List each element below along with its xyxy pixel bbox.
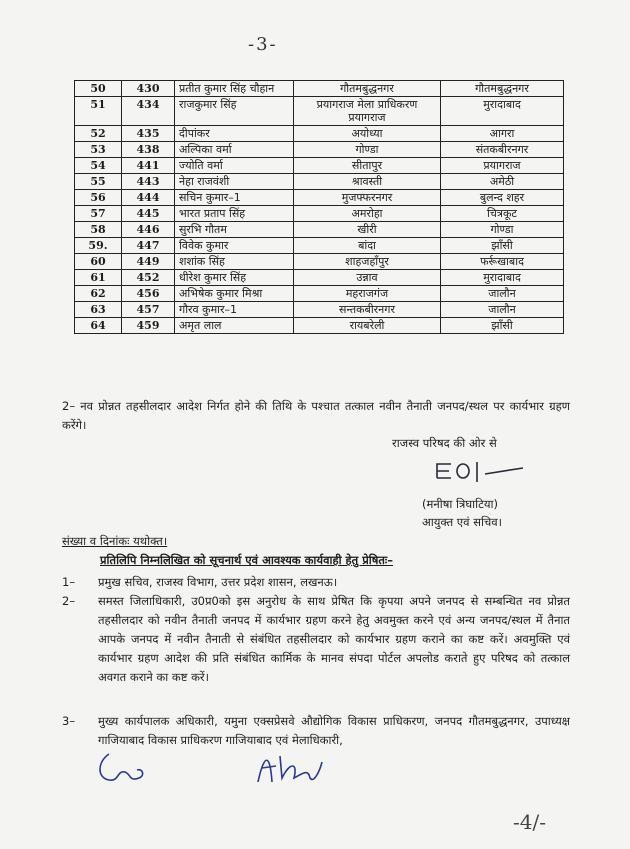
cell-name: अभिषेक कुमार मिश्रा bbox=[175, 286, 294, 302]
cell-from: उन्नाव bbox=[294, 270, 441, 286]
cell-from: श्रावस्ती bbox=[294, 174, 441, 190]
cell-to: प्रयागराज bbox=[441, 158, 564, 174]
cell-code: 456 bbox=[122, 286, 175, 302]
table-row bbox=[75, 81, 564, 97]
page-number: -3- bbox=[248, 34, 278, 55]
cell-from: बांदा bbox=[294, 238, 441, 254]
sender-line: राजस्व परिषद की ओर से bbox=[392, 436, 497, 450]
cell-sn: 51 bbox=[75, 97, 122, 126]
cell-to: संतकबीरनगर bbox=[441, 142, 564, 158]
cell-to: मुरादाबाद bbox=[441, 97, 564, 126]
table-row bbox=[75, 318, 564, 334]
copy-item-1 bbox=[62, 573, 570, 592]
cell-name: दीपांकर bbox=[175, 126, 294, 142]
table-row bbox=[75, 270, 564, 286]
cell-code: 449 bbox=[122, 254, 175, 270]
cell-to: गौतमबुद्धनगर bbox=[441, 81, 564, 97]
cell-to: झाँसी bbox=[441, 238, 564, 254]
cell-name: विवेक कुमार bbox=[175, 238, 294, 254]
cell-from: मुजफ्फरनगर bbox=[294, 190, 441, 206]
cell-sn: 56 bbox=[75, 190, 122, 206]
cell-sn: 53 bbox=[75, 142, 122, 158]
cell-code: 459 bbox=[122, 318, 175, 334]
copy-item-3 bbox=[62, 712, 570, 750]
cell-code: 445 bbox=[122, 206, 175, 222]
posting-table bbox=[74, 80, 564, 334]
cell-name: अल्पिका वर्मा bbox=[175, 142, 294, 158]
cell-sn: 61 bbox=[75, 270, 122, 286]
cell-name: शशांक सिंह bbox=[175, 254, 294, 270]
cell-code: 434 bbox=[122, 97, 175, 126]
cell-to: बुलन्द शहर bbox=[441, 190, 564, 206]
cell-from: खीरी bbox=[294, 222, 441, 238]
table-row bbox=[75, 142, 564, 158]
cell-code: 444 bbox=[122, 190, 175, 206]
table-row bbox=[75, 158, 564, 174]
copy-item-2 bbox=[62, 592, 570, 687]
table-row bbox=[75, 222, 564, 238]
cell-code: 443 bbox=[122, 174, 175, 190]
cell-name: राजकुमार सिंह bbox=[175, 97, 294, 126]
reference-number: संख्या व दिनांकः यथोक्त। bbox=[62, 534, 168, 548]
cell-from: अमरोहा bbox=[294, 206, 441, 222]
cell-name: ज्योति वर्मा bbox=[175, 158, 294, 174]
item-text: मुख्य कार्यपालक अधिकारी, यमुना एक्सप्रेसवे औद्योगिक विकास प्राधिकरण, जनपद गौतमबुद्धनगर, उपाध्यक्ष गाजियाबाद विकास प्राधिकरण गाजियाबाद एवं मेलाधिकारी, bbox=[98, 714, 570, 747]
cell-sn: 63 bbox=[75, 302, 122, 318]
cell-name: सचिन कुमार–1 bbox=[175, 190, 294, 206]
table-row bbox=[75, 302, 564, 318]
initials-signature-2 bbox=[250, 748, 325, 793]
initials-signature-1 bbox=[95, 748, 150, 788]
table-row bbox=[75, 190, 564, 206]
cell-to: चित्रकूट bbox=[441, 206, 564, 222]
cell-from: अयोध्या bbox=[294, 126, 441, 142]
cell-sn: 59. bbox=[75, 238, 122, 254]
cell-name: अमृत लाल bbox=[175, 318, 294, 334]
cell-from: प्रयागराज मेला प्राधिकरण प्रयागराज bbox=[294, 97, 441, 126]
cell-sn: 62 bbox=[75, 286, 122, 302]
cell-to: मुरादाबाद bbox=[441, 270, 564, 286]
table-row bbox=[75, 126, 564, 142]
cell-code: 435 bbox=[122, 126, 175, 142]
item-number: 1– bbox=[62, 575, 76, 589]
cell-sn: 54 bbox=[75, 158, 122, 174]
cell-code: 452 bbox=[122, 270, 175, 286]
officer-title: आयुक्त एवं सचिव। bbox=[422, 515, 503, 529]
table-row bbox=[75, 206, 564, 222]
cell-sn: 50 bbox=[75, 81, 122, 97]
cell-name: भारत प्रताप सिंह bbox=[175, 206, 294, 222]
cell-name: प्रतीत कुमार सिंह चौहान bbox=[175, 81, 294, 97]
cell-from: गौतमबुद्धनगर bbox=[294, 81, 441, 97]
instruction-paragraph: 2– नव प्रोन्नत तहसीलदार आदेश निर्गत होने की तिथि के पश्चात तत्काल नवीन तैनाती जनपद/स्थल पर कार्यभार ग्रहण करेंगे। bbox=[62, 399, 570, 432]
cell-from: महराजगंज bbox=[294, 286, 441, 302]
cell-to: झाँसी bbox=[441, 318, 564, 334]
table-row bbox=[75, 238, 564, 254]
cell-from: गोण्डा bbox=[294, 142, 441, 158]
cell-code: 430 bbox=[122, 81, 175, 97]
cell-code: 438 bbox=[122, 142, 175, 158]
cell-sn: 60 bbox=[75, 254, 122, 270]
cell-name: धीरेश कुमार सिंह bbox=[175, 270, 294, 286]
cell-code: 447 bbox=[122, 238, 175, 254]
cell-to: जालौन bbox=[441, 286, 564, 302]
officer-signature bbox=[425, 456, 535, 496]
cell-sn: 57 bbox=[75, 206, 122, 222]
table-row bbox=[75, 286, 564, 302]
item-text: प्रमुख सचिव, राजस्व विभाग, उत्तर प्रदेश शासन, लखनऊ। bbox=[98, 575, 338, 589]
cell-from: सन्तकबीरनगर bbox=[294, 302, 441, 318]
cell-to: जालौन bbox=[441, 302, 564, 318]
cell-sn: 58 bbox=[75, 222, 122, 238]
cell-to: आगरा bbox=[441, 126, 564, 142]
cell-from: सीतापुर bbox=[294, 158, 441, 174]
officer-name: (मनीषा त्रिघाटिया) bbox=[422, 497, 499, 511]
copy-heading: प्रतिलिपि निम्नलिखित को सूचनार्थ एवं आवश्यक कार्यवाही हेतु प्रेषितः– bbox=[100, 553, 394, 567]
cell-sn: 64 bbox=[75, 318, 122, 334]
table-row bbox=[75, 97, 564, 126]
cell-code: 457 bbox=[122, 302, 175, 318]
cell-to: अमेठी bbox=[441, 174, 564, 190]
cell-name: नेहा राजवंशी bbox=[175, 174, 294, 190]
cell-code: 441 bbox=[122, 158, 175, 174]
cell-name: गौरव कुमार–1 bbox=[175, 302, 294, 318]
cell-from: रायबरेली bbox=[294, 318, 441, 334]
cell-code: 446 bbox=[122, 222, 175, 238]
next-page-marker: -4/- bbox=[513, 810, 546, 834]
cell-to: गोण्डा bbox=[441, 222, 564, 238]
item-number: 3– bbox=[62, 714, 76, 728]
cell-sn: 52 bbox=[75, 126, 122, 142]
table-row bbox=[75, 254, 564, 270]
cell-sn: 55 bbox=[75, 174, 122, 190]
item-number: 2– bbox=[62, 594, 76, 608]
item-text: समस्त जिलाधिकारी, उ0प्र0को इस अनुरोध के साथ प्रेषित कि कृपया अपने जनपद से सम्बन्धित नव प्रोन्नत तहसीलदार को नवीन तैनाती जनपद में कार्यभार ग्रहण करने हेतु अवमुक्त करने एवं अन्य जनपद/स्थल में तैनात आपके जनपद में नवीन तैनाती से संबंधित तहसीलदार को कार्यभार ग्रहण कराने का कष्ट करें। अवमुक्ति एवं कार्यभार ग्रहण आदेश की प्रति संबंधित कार्मिक के मानव संपदा पोर्टल अपलोड कराते हुए परिषद को तत्काल अवगत कराने का कष्ट करें। bbox=[98, 594, 570, 684]
cell-name: सुरभि गौतम bbox=[175, 222, 294, 238]
cell-from: शाहजहाँपुर bbox=[294, 254, 441, 270]
cell-to: फर्रूखाबाद bbox=[441, 254, 564, 270]
table-row bbox=[75, 174, 564, 190]
